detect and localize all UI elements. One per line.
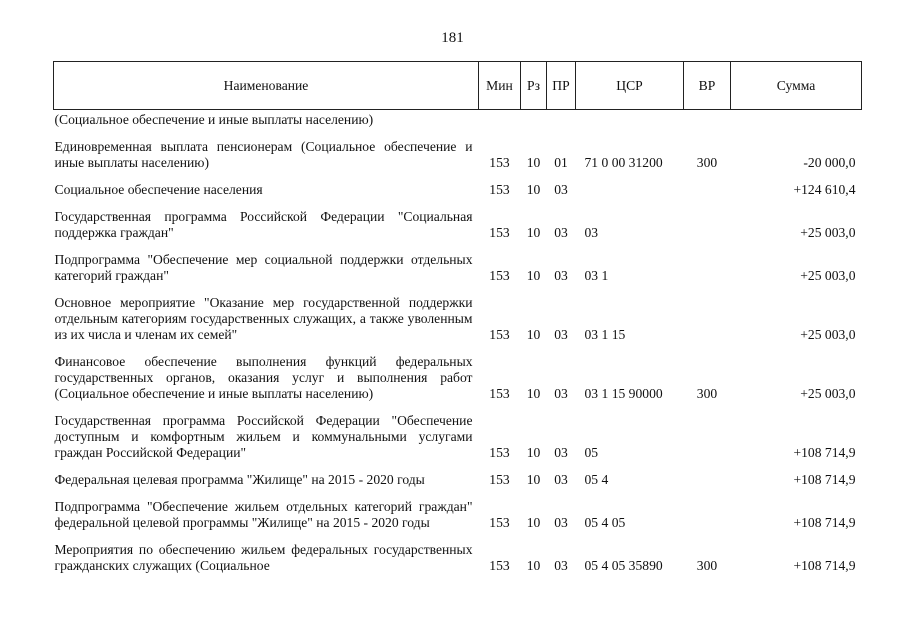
row-csr: 05 4 05 [584, 515, 626, 530]
row-csr: 03 1 15 [584, 327, 626, 342]
row-min [479, 110, 521, 129]
row-name: (Социальное обеспечение и иные выплаты населению) [54, 112, 374, 127]
row-min: 153 [489, 515, 510, 530]
row-rz [521, 110, 547, 129]
row-csr: 71 0 00 31200 [584, 155, 663, 170]
row-pr: 01 [554, 155, 568, 170]
table-row [54, 461, 862, 488]
header-csr: ЦСР [576, 62, 684, 110]
row-pr: 03 [554, 268, 568, 283]
table-row [54, 343, 862, 402]
row-sum: +25 003,0 [800, 386, 856, 401]
row-csr: 05 4 05 35890 [584, 558, 663, 573]
header-name: Наименование [54, 62, 479, 110]
row-sum: +108 714,9 [793, 515, 856, 530]
row-vr [684, 488, 731, 531]
table-row [54, 402, 862, 461]
table-row [54, 284, 862, 343]
row-rz: 10 [526, 155, 541, 170]
row-name: Финансовое обеспечение выполнения функций федеральных государственных органов, оказания услуг и выполнения работ (Социальное обеспечение и иные выплаты населению) [54, 354, 473, 401]
row-vr [684, 284, 731, 343]
row-rz: 10 [526, 225, 541, 240]
row-vr: 300 [696, 155, 718, 170]
row-name: Государственная программа Российской Федерации "Обеспечение доступным и комфортным жильем и коммунальными услугами граждан Российской Федерации" [54, 413, 473, 460]
row-pr: 03 [554, 445, 568, 460]
row-min: 153 [489, 386, 510, 401]
row-sum: +108 714,9 [793, 445, 856, 460]
row-vr [684, 171, 731, 198]
row-rz: 10 [526, 182, 541, 197]
row-pr: 03 [554, 472, 568, 487]
table-row [54, 128, 862, 171]
row-pr: 03 [554, 225, 568, 240]
row-pr: 03 [554, 182, 568, 197]
row-vr [684, 402, 731, 461]
table-row [54, 110, 862, 129]
row-name: Подпрограмма "Обеспечение жильем отдельных категорий граждан" федеральной целевой программы "Жилище" на 2015 - 2020 годы [54, 499, 473, 530]
row-vr [684, 198, 731, 241]
row-vr [684, 461, 731, 488]
row-name: Единовременная выплата пенсионерам (Социальное обеспечение и иные выплаты населению) [54, 139, 473, 170]
row-sum: +108 714,9 [793, 558, 856, 573]
row-min: 153 [489, 327, 510, 342]
row-vr [684, 110, 731, 129]
row-name: Основное мероприятие "Оказание мер государственной поддержки отдельным категориям государственных служащих, а также уволенным из их числа и членам их семей" [54, 295, 473, 342]
header-pr: ПР [547, 62, 576, 110]
table-row [54, 171, 862, 198]
row-min: 153 [489, 225, 510, 240]
row-sum [731, 110, 862, 129]
row-vr: 300 [696, 558, 718, 573]
row-csr: 05 4 [584, 472, 609, 487]
row-csr: 03 1 15 90000 [584, 386, 663, 401]
row-sum: +124 610,4 [793, 182, 856, 197]
row-pr [547, 110, 576, 129]
table-row [54, 488, 862, 531]
table-row [54, 241, 862, 284]
row-name: Государственная программа Российской Федерации "Социальная поддержка граждан" [54, 209, 473, 240]
row-name: Подпрограмма "Обеспечение мер социальной поддержки отдельных категорий граждан" [54, 252, 473, 283]
header-min: Мин [479, 62, 521, 110]
row-csr: 05 [584, 445, 599, 460]
row-pr: 03 [554, 386, 568, 401]
row-pr: 03 [554, 515, 568, 530]
row-csr: 03 [584, 225, 599, 240]
row-min: 153 [489, 155, 510, 170]
row-vr [684, 241, 731, 284]
budget-table [53, 61, 862, 574]
header-sum: Сумма [731, 62, 862, 110]
row-rz: 10 [526, 268, 541, 283]
row-sum: +25 003,0 [800, 327, 856, 342]
row-sum: -20 000,0 [803, 155, 856, 170]
row-csr [576, 171, 684, 198]
row-min: 153 [489, 182, 510, 197]
row-rz: 10 [526, 472, 541, 487]
header-vr: ВР [684, 62, 731, 110]
row-rz: 10 [526, 445, 541, 460]
row-rz: 10 [526, 327, 541, 342]
row-pr: 03 [554, 327, 568, 342]
table-header-row [54, 62, 862, 110]
row-vr: 300 [696, 386, 718, 401]
row-min: 153 [489, 268, 510, 283]
row-rz: 10 [526, 558, 541, 573]
row-name: Мероприятия по обеспечению жильем федеральных государственных гражданских служащих (Социальное [54, 542, 473, 573]
row-csr [576, 110, 684, 129]
row-pr: 03 [554, 558, 568, 573]
row-min: 153 [489, 472, 510, 487]
page-number: 181 [441, 30, 464, 46]
header-rz: Рз [521, 62, 547, 110]
row-min: 153 [489, 558, 510, 573]
row-csr: 03 1 [584, 268, 609, 283]
row-name: Социальное обеспечение населения [54, 182, 263, 197]
row-rz: 10 [526, 515, 541, 530]
row-name: Федеральная целевая программа "Жилище" на 2015 - 2020 годы [54, 472, 425, 487]
row-rz: 10 [526, 386, 541, 401]
row-sum: +108 714,9 [793, 472, 856, 487]
table-row [54, 198, 862, 241]
row-sum: +25 003,0 [800, 225, 856, 240]
row-sum: +25 003,0 [800, 268, 856, 283]
table-row [54, 531, 862, 574]
row-min: 153 [489, 445, 510, 460]
